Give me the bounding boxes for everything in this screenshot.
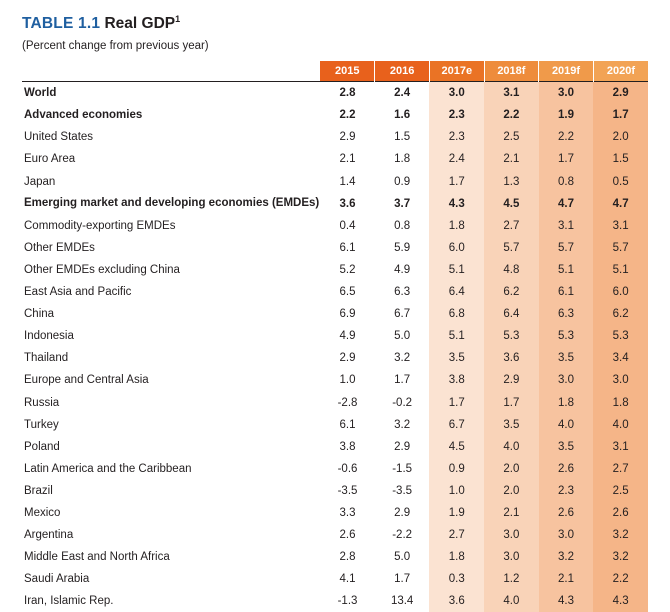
cell-2015: -0.6	[320, 458, 375, 480]
row-label: Latin America and the Caribbean	[24, 462, 192, 475]
cell-2017e: 1.0	[429, 480, 484, 502]
cell-2015: 2.8	[320, 82, 375, 105]
cell-2016: 3.2	[375, 414, 430, 436]
cell-2015: 3.6	[320, 193, 375, 215]
cell-2018f: 2.5	[484, 126, 539, 148]
table-row	[22, 82, 648, 105]
row-label: Mexico	[24, 506, 61, 519]
cell-2017e: 6.0	[429, 237, 484, 259]
cell-2017e: 4.5	[429, 436, 484, 458]
cell-2016: 2.9	[375, 502, 430, 524]
cell-2015: 4.1	[320, 568, 375, 590]
row-label: Japan	[24, 175, 56, 188]
cell-2016: 1.5	[375, 126, 430, 148]
table-header-row	[22, 61, 648, 82]
cell-2015: 1.0	[320, 369, 375, 391]
row-label: Russia	[24, 396, 60, 409]
row-label: Europe and Central Asia	[24, 374, 149, 387]
cell-2018f: 5.3	[484, 325, 539, 347]
cell-2016: -2.2	[375, 524, 430, 546]
cell-2019f: 4.7	[539, 193, 594, 215]
table-row	[22, 546, 648, 568]
row-label: Argentina	[24, 529, 74, 542]
cell-2018f: 5.7	[484, 237, 539, 259]
cell-2020f: 2.6	[593, 502, 648, 524]
table-row	[22, 391, 648, 413]
cell-2015: 6.1	[320, 414, 375, 436]
cell-2020f: 3.1	[593, 436, 648, 458]
cell-2015: 3.8	[320, 436, 375, 458]
cell-2015: 2.8	[320, 546, 375, 568]
row-label: Other EMDEs	[24, 241, 95, 254]
table-row	[22, 414, 648, 436]
cell-2017e: 0.3	[429, 568, 484, 590]
cell-2019f: 0.8	[539, 171, 594, 193]
cell-2015: -2.8	[320, 391, 375, 413]
cell-2018f: 4.5	[484, 193, 539, 215]
cell-2017e: 1.7	[429, 391, 484, 413]
row-label: Iran, Islamic Rep.	[24, 595, 114, 608]
cell-2018f: 2.9	[484, 369, 539, 391]
table-row	[22, 347, 648, 369]
table-row	[22, 215, 648, 237]
cell-2015: -1.3	[320, 590, 375, 612]
cell-2017e: 3.8	[429, 369, 484, 391]
cell-2019f: 1.9	[539, 104, 594, 126]
cell-2017e: 1.8	[429, 215, 484, 237]
row-label: Indonesia	[24, 330, 74, 343]
cell-2020f: 1.5	[593, 148, 648, 170]
cell-2018f: 2.1	[484, 148, 539, 170]
row-label: United States	[24, 131, 94, 144]
row-label: Advanced economies	[24, 109, 143, 122]
cell-2015: 2.9	[320, 347, 375, 369]
cell-2017e: 5.1	[429, 325, 484, 347]
cell-2019f: 3.0	[539, 82, 594, 105]
cell-2019f: 3.0	[539, 524, 594, 546]
cell-2015: 2.6	[320, 524, 375, 546]
cell-2018f: 2.7	[484, 215, 539, 237]
cell-2018f: 1.7	[484, 391, 539, 413]
table-row	[22, 325, 648, 347]
cell-2015: 5.2	[320, 259, 375, 281]
cell-2020f: 3.2	[593, 524, 648, 546]
cell-2015: -3.5	[320, 480, 375, 502]
cell-2020f: 1.8	[593, 391, 648, 413]
cell-2019f: 5.7	[539, 237, 594, 259]
row-label: Emerging market and developing economies (EMDEs)	[24, 197, 320, 210]
cell-2015: 6.5	[320, 281, 375, 303]
cell-2016: 5.9	[375, 237, 430, 259]
cell-2016: 1.7	[375, 568, 430, 590]
cell-2018f: 3.6	[484, 347, 539, 369]
cell-2018f: 4.0	[484, 590, 539, 612]
header-cell-2018f: 2018f	[484, 61, 539, 82]
row-label: Thailand	[24, 352, 69, 365]
cell-2018f: 3.0	[484, 546, 539, 568]
row-label: Euro Area	[24, 153, 76, 166]
cell-2020f: 3.1	[593, 215, 648, 237]
table-row	[22, 148, 648, 170]
table-row	[22, 281, 648, 303]
cell-2018f: 4.8	[484, 259, 539, 281]
real-gdp-table	[22, 61, 648, 612]
row-label: World	[22, 82, 320, 105]
cell-2020f: 3.0	[593, 369, 648, 391]
cell-2016: 4.9	[375, 259, 430, 281]
header-cell-2019f: 2019f	[539, 61, 594, 82]
cell-2018f: 2.0	[484, 480, 539, 502]
cell-2018f: 6.4	[484, 303, 539, 325]
table-row	[22, 568, 648, 590]
cell-2018f: 2.1	[484, 502, 539, 524]
cell-2019f: 1.7	[539, 148, 594, 170]
row-label: Middle East and North Africa	[24, 551, 170, 564]
cell-2019f: 2.2	[539, 126, 594, 148]
cell-2018f: 1.3	[484, 171, 539, 193]
row-label: Poland	[24, 440, 60, 453]
cell-2015: 6.1	[320, 237, 375, 259]
cell-2017e: 2.4	[429, 148, 484, 170]
cell-2017e: 2.3	[429, 126, 484, 148]
row-label: Commodity-exporting EMDEs	[24, 219, 176, 232]
table-row	[22, 436, 648, 458]
cell-2019f: 5.1	[539, 259, 594, 281]
cell-2017e: 6.7	[429, 414, 484, 436]
table-row	[22, 237, 648, 259]
cell-2019f: 4.0	[539, 414, 594, 436]
cell-2020f: 5.1	[593, 259, 648, 281]
cell-2016: 0.9	[375, 171, 430, 193]
cell-2020f: 2.2	[593, 568, 648, 590]
cell-2016: -0.2	[375, 391, 430, 413]
cell-2017e: 4.3	[429, 193, 484, 215]
row-label: Brazil	[24, 484, 53, 497]
table-row	[22, 259, 648, 281]
table-header	[22, 61, 648, 82]
cell-2015: 4.9	[320, 325, 375, 347]
cell-2019f: 6.1	[539, 281, 594, 303]
table-row	[22, 369, 648, 391]
cell-2017e: 1.7	[429, 171, 484, 193]
table-subtitle: (Percent change from previous year)	[22, 40, 209, 53]
cell-2016: 1.6	[375, 104, 430, 126]
cell-2017e: 2.7	[429, 524, 484, 546]
cell-2020f: 1.7	[593, 104, 648, 126]
table-number: TABLE 1.1	[22, 15, 101, 33]
table-row	[22, 458, 648, 480]
cell-2020f: 6.0	[593, 281, 648, 303]
cell-2019f: 5.3	[539, 325, 594, 347]
cell-2020f: 4.3	[593, 590, 648, 612]
header-cell-blank	[22, 61, 320, 82]
cell-2019f: 3.1	[539, 215, 594, 237]
cell-2020f: 2.0	[593, 126, 648, 148]
row-label: Turkey	[24, 418, 59, 431]
cell-2017e: 0.9	[429, 458, 484, 480]
cell-2018f: 3.5	[484, 414, 539, 436]
header-cell-2017e: 2017e	[429, 61, 484, 82]
cell-2018f: 4.0	[484, 436, 539, 458]
cell-2016: 0.8	[375, 215, 430, 237]
cell-2015: 1.4	[320, 171, 375, 193]
cell-2017e: 1.8	[429, 546, 484, 568]
row-label: Saudi Arabia	[24, 573, 90, 586]
cell-2016: 2.4	[375, 82, 430, 105]
cell-2019f: 2.6	[539, 458, 594, 480]
cell-2016: 3.2	[375, 347, 430, 369]
cell-2017e: 6.8	[429, 303, 484, 325]
cell-2019f: 3.5	[539, 347, 594, 369]
table-row	[22, 193, 648, 215]
cell-2016: 2.9	[375, 436, 430, 458]
cell-2020f: 2.5	[593, 480, 648, 502]
cell-2018f: 1.2	[484, 568, 539, 590]
table-row	[22, 303, 648, 325]
cell-2015: 6.9	[320, 303, 375, 325]
cell-2018f: 2.0	[484, 458, 539, 480]
cell-2020f: 0.5	[593, 171, 648, 193]
cell-2016: 5.0	[375, 325, 430, 347]
table-row	[22, 480, 648, 502]
table-body	[22, 82, 648, 612]
cell-2017e: 3.0	[429, 82, 484, 105]
table-row	[22, 104, 648, 126]
cell-2019f: 3.2	[539, 546, 594, 568]
cell-2020f: 4.7	[593, 193, 648, 215]
cell-2018f: 3.1	[484, 82, 539, 105]
cell-2019f: 1.8	[539, 391, 594, 413]
row-label: East Asia and Pacific	[24, 286, 132, 299]
title-footnote-marker: 1	[175, 14, 181, 24]
cell-2020f: 5.3	[593, 325, 648, 347]
cell-2020f: 5.7	[593, 237, 648, 259]
cell-2015: 3.3	[320, 502, 375, 524]
cell-2019f: 3.0	[539, 369, 594, 391]
cell-2017e: 3.6	[429, 590, 484, 612]
table-row	[22, 502, 648, 524]
cell-2020f: 2.7	[593, 458, 648, 480]
header-cell-2015: 2015	[320, 61, 375, 82]
cell-2019f: 6.3	[539, 303, 594, 325]
header-cell-2020f: 2020f	[593, 61, 648, 82]
cell-2018f: 2.2	[484, 104, 539, 126]
cell-2016: 1.8	[375, 148, 430, 170]
cell-2017e: 2.3	[429, 104, 484, 126]
cell-2019f: 4.3	[539, 590, 594, 612]
cell-2015: 2.9	[320, 126, 375, 148]
cell-2020f: 6.2	[593, 303, 648, 325]
cell-2016: -3.5	[375, 480, 430, 502]
table-row	[22, 590, 648, 612]
cell-2018f: 3.0	[484, 524, 539, 546]
cell-2017e: 3.5	[429, 347, 484, 369]
cell-2016: 3.7	[375, 193, 430, 215]
row-label: China	[24, 308, 55, 321]
cell-2016: 13.4	[375, 590, 430, 612]
cell-2020f: 3.2	[593, 546, 648, 568]
cell-2016: 5.0	[375, 546, 430, 568]
cell-2017e: 6.4	[429, 281, 484, 303]
cell-2018f: 6.2	[484, 281, 539, 303]
cell-2015: 2.2	[320, 104, 375, 126]
row-label: Other EMDEs excluding China	[24, 263, 180, 276]
cell-2015: 0.4	[320, 215, 375, 237]
cell-2019f: 2.1	[539, 568, 594, 590]
table-row	[22, 126, 648, 148]
cell-2016: 6.7	[375, 303, 430, 325]
cell-2017e: 5.1	[429, 259, 484, 281]
header-cell-2016: 2016	[375, 61, 430, 82]
cell-2016: 1.7	[375, 369, 430, 391]
table-title: Real GDP$^1$	[104, 14, 181, 33]
cell-2016: -1.5	[375, 458, 430, 480]
cell-2015: 2.1	[320, 148, 375, 170]
cell-2016: 6.3	[375, 281, 430, 303]
cell-2017e: 1.9	[429, 502, 484, 524]
cell-2019f: 3.5	[539, 436, 594, 458]
cell-2020f: 4.0	[593, 414, 648, 436]
cell-2019f: 2.3	[539, 480, 594, 502]
page-title	[22, 14, 648, 33]
cell-2020f: 2.9	[593, 82, 648, 105]
cell-2019f: 2.6	[539, 502, 594, 524]
cell-2020f: 3.4	[593, 347, 648, 369]
table-row	[22, 171, 648, 193]
